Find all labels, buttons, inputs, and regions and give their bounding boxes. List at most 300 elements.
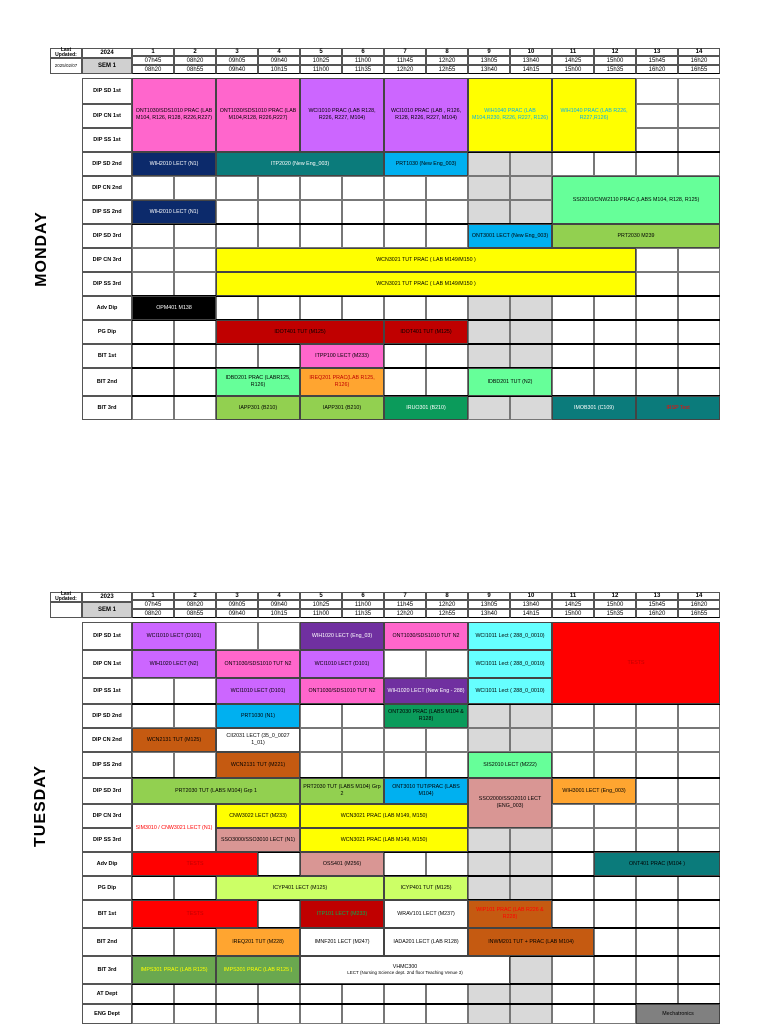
time-slot-cell [678, 956, 720, 984]
sem-label: SEM 1 [82, 602, 132, 618]
time-slot-cell [594, 900, 636, 928]
period-start: 11h45 [384, 56, 426, 65]
time-slot-cell [636, 272, 678, 296]
time-slot-cell [342, 704, 384, 728]
time-slot-cell [636, 368, 678, 396]
time-slot-cell [510, 200, 552, 224]
time-slot-cell [258, 176, 300, 200]
class-block: IMOB301 (C109) [552, 396, 636, 420]
time-slot-cell [468, 828, 510, 852]
time-slot-cell [510, 984, 552, 1004]
row-label: DIP CN 1st [82, 104, 132, 128]
time-slot-cell [510, 956, 552, 984]
row-label: DIP CN 2nd [82, 176, 132, 200]
period-number: 11 [552, 48, 594, 56]
time-slot-cell [510, 704, 552, 728]
time-slot-cell [300, 176, 342, 200]
time-slot-cell [426, 728, 468, 752]
period-start: 11h00 [342, 600, 384, 609]
class-block: IADA201 LECT (LAB R128) [384, 928, 468, 956]
period-end: 14h15 [510, 609, 552, 618]
time-slot-cell [678, 704, 720, 728]
period-start: 12h20 [426, 600, 468, 609]
class-block: WCI1010 LECT (D101) [132, 622, 216, 650]
time-slot-cell [384, 852, 426, 876]
class-block: ITPP100 LECT (M233) [300, 344, 384, 368]
time-slot-cell [552, 344, 594, 368]
time-slot-cell [426, 344, 468, 368]
row-label: DIP SD 3rd [82, 224, 132, 248]
period-end: 13h40 [468, 65, 510, 74]
class-block: ONT3010 TUT/PRAC (LABS M104) [384, 778, 468, 804]
class-block: CNW3022 LECT (M233) [216, 804, 300, 828]
time-slot-cell [678, 900, 720, 928]
period-number: 3 [216, 48, 258, 56]
class-block: IREQ201 TUT (M228) [216, 928, 300, 956]
time-slot-cell [636, 78, 678, 104]
time-slot-cell [384, 650, 426, 678]
class-block: ICYP401 LECT (M125) [216, 876, 384, 900]
period-number: 9 [468, 592, 510, 600]
time-slot-cell [216, 984, 258, 1004]
time-slot-cell [636, 900, 678, 928]
time-slot-cell [510, 320, 552, 344]
period-end: 16h55 [678, 609, 720, 618]
time-slot-cell [594, 368, 636, 396]
time-slot-cell [510, 396, 552, 420]
period-start: 13h40 [510, 600, 552, 609]
time-slot-cell [132, 1004, 174, 1024]
timetable-row [50, 752, 720, 778]
time-slot-cell [636, 828, 678, 852]
time-slot-cell [300, 704, 342, 728]
time-slot-cell [678, 272, 720, 296]
period-end: 08h55 [174, 609, 216, 618]
time-slot-cell [216, 200, 258, 224]
time-slot-cell [552, 984, 594, 1004]
timetable-row [50, 344, 720, 368]
period-start: 11h45 [384, 600, 426, 609]
class-block: WCI1010 LECT (D101) [216, 678, 300, 704]
time-slot-cell [552, 900, 594, 928]
row-label: BIT 3rd [82, 956, 132, 984]
time-slot-cell [510, 176, 552, 200]
time-slot-cell [636, 876, 678, 900]
time-slot-cell [258, 224, 300, 248]
time-slot-cell [300, 224, 342, 248]
time-slot-cell [258, 296, 300, 320]
time-slot-cell [678, 152, 720, 176]
time-slot-cell [426, 650, 468, 678]
class-block: TESTS [552, 622, 720, 704]
class-block: WIH1020 LECT (New Eng - 288) [384, 678, 468, 704]
class-block: SSI2010/CNW2110 PRAC (LABS M104, R128, R125) [552, 176, 720, 224]
time-slot-cell [174, 224, 216, 248]
time-slot-cell [132, 344, 174, 368]
time-slot-cell [678, 728, 720, 752]
time-slot-cell [384, 176, 426, 200]
period-number: 1 [132, 592, 174, 600]
time-slot-cell [552, 852, 594, 876]
time-slot-cell [678, 368, 720, 396]
time-slot-cell [342, 1004, 384, 1024]
time-slot-cell [174, 1004, 216, 1024]
period-end: 15h35 [594, 65, 636, 74]
period-number: 13 [636, 48, 678, 56]
row-label: PG Dip [82, 876, 132, 900]
time-slot-cell [342, 984, 384, 1004]
monday-timetable [32, 47, 720, 432]
time-slot-cell [258, 622, 300, 650]
time-slot-cell [678, 876, 720, 900]
time-slot-cell [468, 852, 510, 876]
time-slot-cell [552, 1004, 594, 1024]
class-block: ONT1030/SDS1010 TUT N2 [216, 650, 300, 678]
class-block: ONT1030/SDS1010 PRAC (LAB M104,R128, R226,R227) [216, 78, 300, 152]
period-end: 08h55 [174, 65, 216, 74]
class-block: WCI1011 Lect ( 288_0_0010) [468, 650, 552, 678]
class-block: WIH1040 PRAC (LAB R226, R227,R126) [552, 78, 636, 152]
class-block: IMPS301 PRAC (LAB R125) [132, 956, 216, 984]
period-number: 8 [426, 48, 468, 56]
class-block: IDBD201 PRAC (LABR125, R126) [216, 368, 300, 396]
last-updated-label: Last Updated: [50, 48, 82, 58]
class-block: IDOT401 TUT (M125) [384, 320, 468, 344]
period-number: 12 [594, 592, 636, 600]
period-start: 10h25 [300, 600, 342, 609]
time-slot-cell [216, 176, 258, 200]
time-slot-cell [636, 344, 678, 368]
time-slot-cell [258, 984, 300, 1004]
class-block: WIP101 PRAC (LAB R226 & R228) [468, 900, 552, 928]
last-updated-value: 2025/02/07 [50, 58, 82, 74]
last-updated-value [50, 602, 82, 618]
class-block: IAPP301 (B210) [216, 396, 300, 420]
time-slot-cell [174, 752, 216, 778]
time-slot-cell [678, 928, 720, 956]
time-slot-cell [552, 320, 594, 344]
class-block: WCI1010 PRAC (LAB R128, R226, R227, M104) [300, 78, 384, 152]
class-block-title: VHMC300 [392, 963, 418, 970]
time-slot-cell [636, 104, 678, 128]
time-slot-cell [594, 704, 636, 728]
period-number: 2 [174, 48, 216, 56]
time-slot-cell [216, 344, 258, 368]
period-start: 10h25 [300, 56, 342, 65]
day-label-tuesday: TUESDAY [31, 765, 49, 847]
time-slot-cell [636, 248, 678, 272]
class-block: PRT2030 TUT (LABS M104) Grp 2 [300, 778, 384, 804]
period-end: 16h20 [636, 65, 678, 74]
period-start: 09h40 [258, 56, 300, 65]
time-slot-cell [510, 728, 552, 752]
period-start: 07h45 [132, 56, 174, 65]
time-slot-cell [384, 368, 426, 396]
period-start: 11h00 [342, 56, 384, 65]
class-block: ONT3001 LECT (New Eng_003) [468, 224, 552, 248]
time-slot-cell [678, 344, 720, 368]
time-slot-cell [468, 344, 510, 368]
time-slot-cell [594, 152, 636, 176]
time-slot-cell [636, 956, 678, 984]
class-block: PRT1030 (New Eng_003) [384, 152, 468, 176]
time-slot-cell [258, 900, 300, 928]
time-slot-cell [594, 956, 636, 984]
time-slot-cell [258, 200, 300, 224]
time-slot-cell [132, 176, 174, 200]
period-end: 12h55 [426, 65, 468, 74]
period-start: 12h20 [426, 56, 468, 65]
class-block: SSO2000/SSO2010 LECT (ENG_003) [468, 778, 552, 828]
row-label: DIP CN 1st [82, 650, 132, 678]
period-end: 16h55 [678, 65, 720, 74]
period-number: 12 [594, 48, 636, 56]
period-start: 15h45 [636, 600, 678, 609]
time-slot-cell [384, 224, 426, 248]
period-number: 13 [636, 592, 678, 600]
row-label: BIT 2nd [82, 368, 132, 396]
time-slot-cell [510, 876, 552, 900]
time-slot-cell [174, 704, 216, 728]
period-end: 15h00 [552, 609, 594, 618]
time-slot-cell [678, 128, 720, 152]
class-block: WRAV101 LECT (M237) [384, 900, 468, 928]
time-slot-cell [384, 752, 426, 778]
row-label: DIP SD 2nd [82, 704, 132, 728]
time-slot-cell [468, 876, 510, 900]
period-number: 7 [384, 592, 426, 600]
class-block: WCI1010 PRAC (LAB , R126, R128, R226, R227, M104) [384, 78, 468, 152]
time-slot-cell [552, 728, 594, 752]
class-block: ONT1030/SDS1010 TUT N2 [300, 678, 384, 704]
time-slot-cell [174, 248, 216, 272]
time-slot-cell [594, 804, 636, 828]
time-slot-cell [678, 752, 720, 778]
group-divider [132, 1003, 720, 1005]
class-block: ONT1030/SDS1010 PRAC (LAB M104, R126, R128, R226,R227) [132, 78, 216, 152]
period-start: 14h25 [552, 600, 594, 609]
period-end: 12h20 [384, 65, 426, 74]
period-end: 14h15 [510, 65, 552, 74]
tuesday-timetable [31, 591, 720, 1018]
time-slot-cell [594, 728, 636, 752]
time-slot-cell [678, 296, 720, 320]
year-cell: 2024 [82, 48, 132, 58]
period-end: 11h35 [342, 609, 384, 618]
period-number: 6 [342, 592, 384, 600]
time-slot-cell [216, 1004, 258, 1024]
period-end: 09h40 [216, 609, 258, 618]
time-slot-cell [300, 200, 342, 224]
time-slot-cell [174, 396, 216, 420]
period-start: 15h45 [636, 56, 678, 65]
time-slot-cell [258, 852, 300, 876]
class-block: PRT2030 M239 [552, 224, 720, 248]
class-block: PRT1030 (N1) [216, 704, 300, 728]
time-slot-cell [678, 104, 720, 128]
time-slot-cell [552, 368, 594, 396]
time-slot-cell [468, 320, 510, 344]
row-label: DIP SD 1st [82, 78, 132, 104]
time-slot-cell [636, 728, 678, 752]
class-block: WIH1020 LECT (N2) [132, 650, 216, 678]
time-slot-cell [426, 368, 468, 396]
period-end: 10h15 [258, 609, 300, 618]
period-number: 4 [258, 48, 300, 56]
period-end: 10h15 [258, 65, 300, 74]
class-block: ONT1030/SDS1010 TUT N2 [384, 622, 468, 650]
time-slot-cell [468, 296, 510, 320]
row-label: DIP SS 2nd [82, 200, 132, 224]
period-number: 14 [678, 48, 720, 56]
time-slot-cell [594, 296, 636, 320]
period-number: 3 [216, 592, 258, 600]
class-block: WCN3021 TUT PRAC ( LAB M149/M150 ) [216, 272, 636, 296]
time-slot-cell [132, 320, 174, 344]
time-slot-cell [636, 752, 678, 778]
time-slot-cell [342, 200, 384, 224]
time-slot-cell [594, 344, 636, 368]
class-block: SIS2010 LECT (M222) [468, 752, 552, 778]
time-slot-cell [384, 728, 426, 752]
year-cell: 2023 [82, 592, 132, 602]
time-slot-cell [426, 984, 468, 1004]
time-slot-cell [258, 344, 300, 368]
sem-label: SEM 1 [82, 58, 132, 74]
time-slot-cell [300, 728, 342, 752]
time-slot-cell [468, 176, 510, 200]
class-block: Mechatronics [636, 1004, 720, 1024]
row-label: DIP SS 3rd [82, 272, 132, 296]
class-block: IMPS301 PRAC (LAB R125 ) [216, 956, 300, 984]
time-slot-cell [510, 344, 552, 368]
class-block: IAPP301 (B210) [300, 396, 384, 420]
time-slot-cell [300, 752, 342, 778]
row-label: DIP SD 2nd [82, 152, 132, 176]
time-slot-cell [216, 296, 258, 320]
time-slot-cell [174, 928, 216, 956]
time-slot-cell [174, 876, 216, 900]
period-end: 12h55 [426, 609, 468, 618]
class-block: IRUO301 (B210) [384, 396, 468, 420]
time-slot-cell [468, 984, 510, 1004]
period-start: 13h40 [510, 56, 552, 65]
period-number: 10 [510, 592, 552, 600]
class-block: OSS401 (M256) [300, 852, 384, 876]
time-slot-cell [300, 984, 342, 1004]
time-slot-cell [678, 804, 720, 828]
period-number: 5 [300, 592, 342, 600]
time-slot-cell [636, 128, 678, 152]
class-block [300, 956, 510, 984]
time-slot-cell [678, 320, 720, 344]
time-slot-cell [636, 778, 678, 804]
monday-header [50, 48, 720, 74]
period-end: 13h40 [468, 609, 510, 618]
period-start: 08h20 [174, 600, 216, 609]
time-slot-cell [468, 728, 510, 752]
class-block: WIH1040 PRAC (LAB M104,R230, R226, R227, R126) [468, 78, 552, 152]
class-block: WCN3021 TUT PRAC ( LAB M149/M150 ) [216, 248, 636, 272]
period-end: 11h00 [300, 609, 342, 618]
row-label: DIP SS 2nd [82, 752, 132, 778]
timetable-row [50, 368, 720, 396]
class-block: ICYP401 TUT (M125) [384, 876, 468, 900]
period-start: 09h05 [216, 56, 258, 65]
time-slot-cell [678, 78, 720, 104]
period-end: 12h20 [384, 609, 426, 618]
time-slot-cell [342, 224, 384, 248]
period-number: 1 [132, 48, 174, 56]
class-block: SSO3000/SSO3010 LECT (N1) [216, 828, 300, 852]
class-block: TESTS [132, 852, 258, 876]
period-end: 08h20 [132, 609, 174, 618]
class-block: SIM3010 / CNW3021 LECT (N1) [132, 804, 216, 852]
time-slot-cell [594, 752, 636, 778]
period-start: 07h45 [132, 600, 174, 609]
last-updated-label: Last Updated: [50, 592, 82, 602]
time-slot-cell [636, 804, 678, 828]
time-slot-cell [174, 344, 216, 368]
class-block: CII2031 LECT (35_0_0027 1_01) [216, 728, 300, 752]
row-label: Adv Dip [82, 852, 132, 876]
period-number: 7 [384, 48, 426, 56]
time-slot-cell [552, 828, 594, 852]
time-slot-cell [552, 876, 594, 900]
period-start: 16h20 [678, 600, 720, 609]
class-block: INWM201 TUT + PRAC (LAB M104) [468, 928, 594, 956]
class-block: WCI1011 Lect ( 288_0_0010) [468, 622, 552, 650]
time-slot-cell [384, 344, 426, 368]
class-block: WCI1010 LECT (D101) [300, 650, 384, 678]
class-block-subtitle: LECT (Nursing Science dept. 2nd floor Teaching Venue 3) [347, 970, 463, 976]
period-number: 4 [258, 592, 300, 600]
tuesday-header [50, 592, 720, 618]
class-block: ITP2020 (New Eng_003) [216, 152, 384, 176]
time-slot-cell [426, 752, 468, 778]
time-slot-cell [132, 272, 174, 296]
time-slot-cell [678, 778, 720, 804]
row-label: DIP CN 3rd [82, 248, 132, 272]
time-slot-cell [132, 248, 174, 272]
row-label: AT Dept [82, 984, 132, 1004]
row-label: DIP SS 1st [82, 128, 132, 152]
class-block: IRSP Test [636, 396, 720, 420]
time-slot-cell [594, 1004, 636, 1024]
time-slot-cell [300, 296, 342, 320]
class-block: WIH2010 LECT (N1) [132, 152, 216, 176]
row-label: DIP CN 2nd [82, 728, 132, 752]
row-label: DIP CN 3rd [82, 804, 132, 828]
time-slot-cell [468, 152, 510, 176]
class-block: WCI1011 Lect ( 288_0_0010) [468, 678, 552, 704]
timetable-row [50, 1004, 720, 1024]
time-slot-cell [594, 876, 636, 900]
period-number: 11 [552, 592, 594, 600]
period-end: 11h00 [300, 65, 342, 74]
class-block: OPM401 M138 [132, 296, 216, 320]
time-slot-cell [132, 928, 174, 956]
time-slot-cell [384, 984, 426, 1004]
time-slot-cell [342, 176, 384, 200]
time-slot-cell [468, 1004, 510, 1024]
period-start: 15h00 [594, 600, 636, 609]
time-slot-cell [300, 1004, 342, 1024]
time-slot-cell [426, 1004, 468, 1024]
time-slot-cell [636, 296, 678, 320]
time-slot-cell [636, 320, 678, 344]
time-slot-cell [594, 320, 636, 344]
